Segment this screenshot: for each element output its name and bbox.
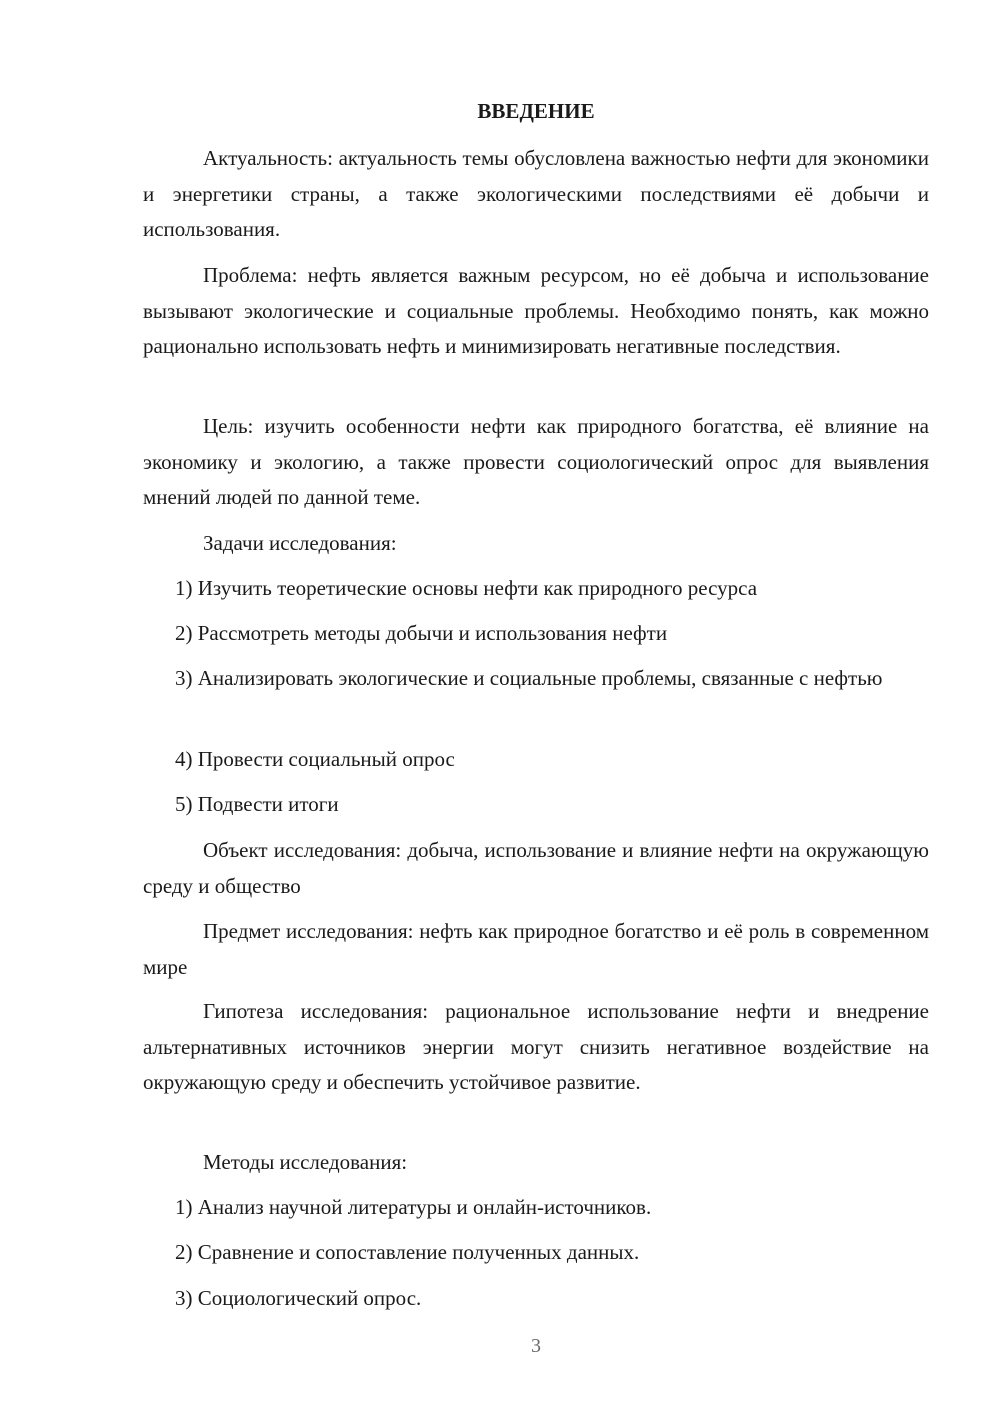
page-number: 3	[531, 1335, 541, 1357]
method-item-2: 2) Сравнение и сопоставление полученных данных.	[175, 1240, 640, 1264]
object-paragraph: Объект исследования: добыча, использование и влияние нефти на окружающую среду и общество	[143, 838, 929, 898]
method-item-3: 3) Социологический опрос.	[175, 1286, 422, 1310]
relevance-paragraph: Актуальность: актуальность темы обусловлена важностью нефти для экономики и энергетики страны, а также экологическими последствиями её добычи и использования.	[143, 146, 929, 241]
methods-title: Методы исследования:	[203, 1150, 408, 1174]
hypothesis-paragraph: Гипотеза исследования: рациональное использование нефти и внедрение альтернативных источников энергии могут снизить негативное воздействие на окружающую среду и обеспечить устойчивое развитие.	[143, 999, 929, 1094]
task-item-1: 1) Изучить теоретические основы нефти как природного ресурса	[175, 576, 758, 600]
method-item-1: 1) Анализ научной литературы и онлайн-источников.	[175, 1195, 652, 1219]
problem-paragraph: Проблема: нефть является важным ресурсом, но её добыча и использование вызывают экологические и социальные проблемы. Необходимо понять, как можно рационально использовать нефть и минимизировать негативные последствия.	[143, 263, 929, 358]
task-item-2: 2) Рассмотреть методы добычи и использования нефти	[175, 621, 668, 645]
task-item-4: 4) Провести социальный опрос	[175, 747, 455, 771]
goal-paragraph: Цель: изучить особенности нефти как природного богатства, её влияние на экономику и экологию, а также провести социологический опрос для выявления мнений людей по данной теме.	[143, 414, 929, 509]
task-item-5: 5) Подвести итоги	[175, 792, 339, 816]
tasks-title: Задачи исследования:	[203, 531, 397, 555]
subject-paragraph: Предмет исследования: нефть как природное богатство и её роль в современном мире	[143, 919, 929, 979]
task-item-3: 3) Анализировать экологические и социальные проблемы, связанные с нефтью	[175, 666, 883, 690]
section-heading: ВВЕДЕНИЕ	[477, 99, 595, 123]
